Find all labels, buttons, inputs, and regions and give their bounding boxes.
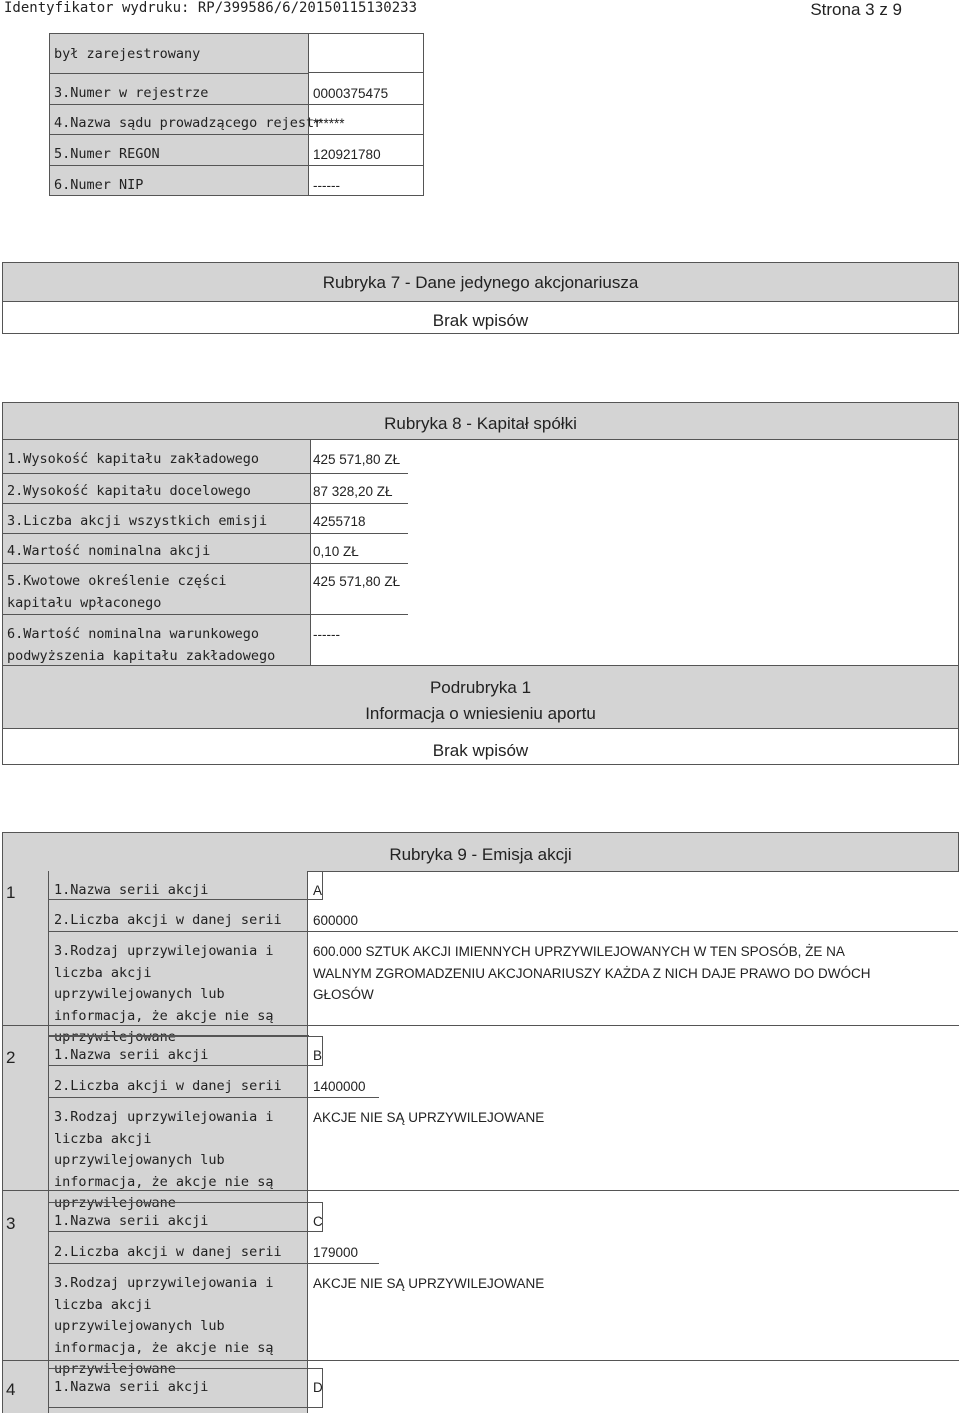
- rubryka7-empty: Brak wpisów: [2, 301, 959, 334]
- nominal-value-value: 0,10 ZŁ: [313, 544, 359, 559]
- share-count-label: 3.Liczba akcji wszystkich emisji: [7, 513, 268, 529]
- target-capital-value: 87 328,20 ZŁ: [313, 484, 393, 499]
- capital-value: 425 571,80 ZŁ: [313, 452, 401, 467]
- target-capital-label: 2.Wysokość kapitału docelowego: [7, 483, 251, 499]
- series-number: 3: [6, 1214, 16, 1233]
- print-identifier: Identyfikator wydruku: RP/399586/6/20150115130233: [4, 0, 418, 16]
- series-name-label: 1.Nazwa serii akcji: [54, 1213, 209, 1229]
- podrubryka1-subtitle: Informacja o wniesieniu aportu: [365, 704, 596, 723]
- series-count-value: 1400000: [313, 1079, 366, 1094]
- series-privilege-label: 3.Rodzaj uprzywilejowania i liczba akcji uprzywilejowanych lub informacja, że akcje nie są uprzywilejowane: [54, 1275, 274, 1377]
- court-name-value: ******: [313, 116, 345, 131]
- series-number: 4: [6, 1380, 16, 1399]
- page-number: Strona 3 z 9: [810, 0, 902, 19]
- series-privilege-value: AKCJE NIE SĄ UPRZYWILEJOWANE: [313, 1276, 545, 1291]
- series-name-label: 1.Nazwa serii akcji: [54, 1047, 209, 1063]
- conditional-increase-label: 6.Wartość nominalna warunkowego podwyższenia kapitału zakładowego: [7, 626, 276, 664]
- series-number: 2: [6, 1048, 16, 1067]
- nominal-value-label: 4.Wartość nominalna akcji: [7, 543, 211, 559]
- series-count-label: 2.Liczba akcji w danej serii: [54, 912, 282, 928]
- nip-value: ------: [313, 178, 340, 193]
- register-number-label: 3.Numer w rejestrze: [54, 85, 209, 101]
- series-count-label: 2.Liczba akcji w danej serii: [54, 1244, 282, 1260]
- series-name-value: A: [313, 883, 323, 898]
- court-name-label: 4.Nazwa sądu prowadzącego rejestr: [54, 115, 323, 131]
- series-privilege-label: 3.Rodzaj uprzywilejowania i liczba akcji uprzywilejowanych lub informacja, że akcje nie są uprzywilejowane: [54, 1109, 274, 1211]
- share-count-value: 4255718: [313, 514, 366, 529]
- series-count-value: 600000: [313, 913, 359, 928]
- regon-label: 5.Numer REGON: [54, 146, 160, 162]
- series-privilege-value: AKCJE NIE SĄ UPRZYWILEJOWANE: [313, 1110, 545, 1125]
- podrubryka1-empty: Brak wpisów: [2, 728, 959, 765]
- regon-value: 120921780: [313, 147, 381, 162]
- series-privilege-label: 3.Rodzaj uprzywilejowania i liczba akcji uprzywilejowanych lub informacja, że akcje nie są uprzywilejowane: [54, 943, 274, 1045]
- register-number-value: 0000375475: [313, 86, 389, 101]
- nip-label: 6.Numer NIP: [54, 177, 144, 193]
- series-name-label: 1.Nazwa serii akcji: [54, 882, 209, 898]
- rubryka9-title: Rubryka 9 - Emisja akcji: [389, 845, 572, 864]
- registered-label: był zarejestrowany: [54, 46, 201, 62]
- paid-capital-label: 5.Kwotowe określenie części kapitału wpłaconego: [7, 573, 227, 611]
- series-count-value: 179000: [313, 1245, 359, 1260]
- series-name-value: C: [313, 1214, 323, 1229]
- series-count-label: 2.Liczba akcji w danej serii: [54, 1078, 282, 1094]
- series-name-label: 1.Nazwa serii akcji: [54, 1379, 209, 1395]
- series-privilege-value: 600.000 SZTUK AKCJI IMIENNYCH UPRZYWILEJOWANYCH W TEN SPOSÓB, ŻE NA WALNYM ZGROMADZENIU AKCJONARIUSZY KAŻDA Z NICH DAJE PRAWO DO DWÓCH GŁOSÓW: [313, 944, 871, 1002]
- conditional-increase-value: ------: [313, 627, 340, 642]
- rubryka7-title: Rubryka 7 - Dane jedynego akcjonariusza: [2, 262, 959, 302]
- paid-capital-value: 425 571,80 ZŁ: [313, 574, 401, 589]
- podrubryka1-title: Podrubryka 1: [429, 678, 532, 697]
- series-name-value: B: [313, 1048, 323, 1063]
- capital-label: 1.Wysokość kapitału zakładowego: [7, 451, 259, 467]
- rubryka8-title: Rubryka 8 - Kapitał spółki: [384, 414, 577, 433]
- series-number: 1: [6, 883, 16, 902]
- series-name-value: D: [313, 1380, 323, 1395]
